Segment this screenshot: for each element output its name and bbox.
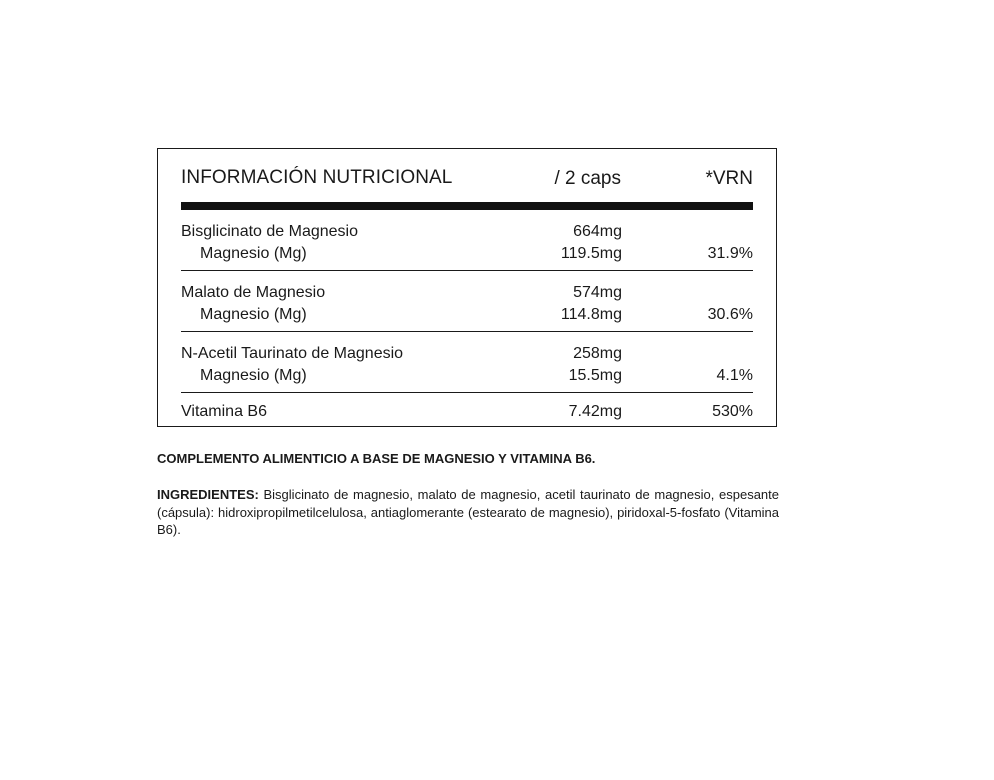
nutrient-vrn: 31.9%: [707, 245, 753, 262]
nutrient-amount: 119.5mg: [560, 245, 622, 262]
nutrient-amount: 258mg: [573, 345, 622, 362]
header-divider: [181, 202, 753, 210]
table-row: [181, 282, 753, 304]
nutrient-name: Magnesio (Mg): [200, 245, 307, 262]
serving-size-header: / 2 caps: [554, 168, 621, 189]
nutrient-name: Magnesio (Mg): [200, 306, 307, 323]
nutrient-name: Bisglicinato de Magnesio: [181, 223, 358, 240]
product-description: COMPLEMENTO ALIMENTICIO A BASE DE MAGNESIO Y VITAMINA B6.: [157, 451, 596, 466]
nutrition-table: [157, 148, 777, 427]
nutrient-vrn: 30.6%: [707, 306, 753, 323]
table-row: [181, 221, 753, 243]
table-row: [181, 343, 753, 365]
nutrient-vrn: 4.1%: [716, 367, 753, 384]
nutrient-name: N-Acetil Taurinato de Magnesio: [181, 345, 404, 362]
nutrient-name: Malato de Magnesio: [181, 284, 326, 301]
table-row: [181, 243, 753, 265]
table-row: [181, 401, 753, 423]
table-row-group: [181, 271, 753, 332]
table-header: [181, 163, 753, 199]
nutrient-vrn: 530%: [712, 403, 753, 420]
nutrient-name: Magnesio (Mg): [200, 367, 307, 384]
nutrient-amount: 114.8mg: [560, 306, 622, 323]
ingredients-text: [157, 486, 779, 539]
table-row: [181, 365, 753, 387]
nutrient-amount: 664mg: [573, 223, 622, 240]
nutrient-amount: 15.5mg: [568, 367, 622, 384]
table-row: [181, 304, 753, 326]
table-title: INFORMACIÓN NUTRICIONAL: [181, 167, 453, 188]
nutrient-amount: 7.42mg: [568, 403, 622, 420]
table-row-group: [181, 393, 753, 428]
nutrient-amount: 574mg: [573, 284, 622, 301]
ingredients-label: INGREDIENTES:: [157, 487, 259, 502]
vrn-header: *VRN: [705, 168, 753, 189]
ingredients-list: Bisglicinato de magnesio, malato de magnesio, acetil taurinato de magnesio, espesante (cápsula): hidroxipropilmetilcelulosa, antiaglomerante (estearato de magnesio), piridoxal-5-fosfato (Vitamina B6).: [157, 487, 779, 537]
table-row-group: [181, 332, 753, 393]
nutrient-name: Vitamina B6: [181, 403, 267, 420]
table-body: [181, 210, 753, 428]
table-row-group: [181, 210, 753, 271]
